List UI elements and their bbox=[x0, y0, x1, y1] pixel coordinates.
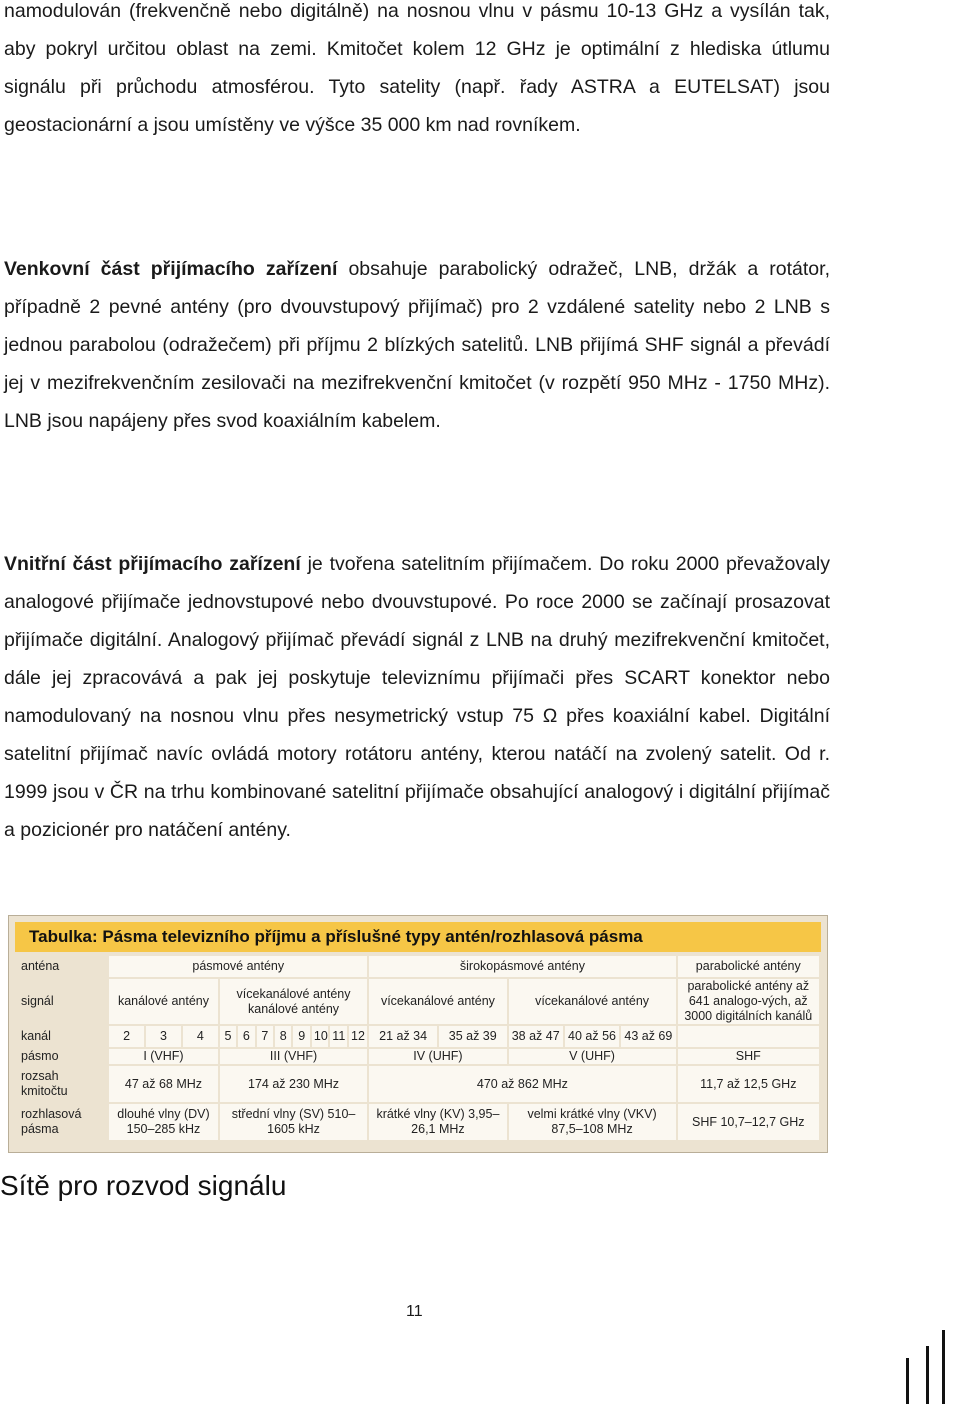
cell-rozsah-shf: 11,7 až 12,5 GHz bbox=[678, 1066, 821, 1102]
cell-k11: 11 bbox=[330, 1026, 348, 1047]
cell-k35: 35 až 39 bbox=[439, 1026, 509, 1047]
paragraph-indoor-unit bbox=[4, 545, 830, 849]
cell-vicekanalove-3: vícekanálové antény bbox=[509, 979, 678, 1024]
cell-pasmo-5: V (UHF) bbox=[509, 1049, 678, 1064]
section-heading: Sítě pro rozvod signálu bbox=[0, 1170, 287, 1201]
cell-k40: 40 až 56 bbox=[565, 1026, 621, 1047]
paragraph-satellite-intro: namodulován (frekvenčně nebo digitálně) na nosnou vlnu v pásmu 10-13 GHz a vysílán tak, aby pokryl určitou oblast na zemi. Kmitočet kolem 12 GHz je optimální z hlediska útlumu signálu při průchodu atmosférou. Tyto satelity (např. řady ASTRA a EUTELSAT) jsou geostacionární a jsou umístěny ve výšce 35 000 km nad rovníkem. bbox=[4, 0, 830, 136]
row-label-kanal: kanál bbox=[21, 1029, 51, 1043]
outdoor-unit-term: Venkovní část přijímacího zařízení bbox=[4, 258, 338, 280]
cell-pasmo-4: IV (UHF) bbox=[369, 1049, 508, 1064]
cell-sirokopasmove: širokopásmové antény bbox=[369, 956, 677, 977]
page-number: 11 bbox=[406, 1303, 423, 1320]
cell-k21: 21 až 34 bbox=[369, 1026, 439, 1047]
table-row bbox=[15, 1026, 821, 1047]
cell-rozhlas-vkv: velmi krátké vlny (VKV) 87,5–108 MHz bbox=[509, 1104, 678, 1140]
table-row bbox=[15, 979, 821, 1024]
cell-pasmo-shf: SHF bbox=[678, 1049, 821, 1064]
table-row bbox=[15, 1049, 821, 1064]
cell-k8: 8 bbox=[275, 1026, 293, 1047]
cell-rozhlas-shf: SHF 10,7–12,7 GHz bbox=[678, 1104, 821, 1140]
cell-k2: 2 bbox=[109, 1026, 146, 1047]
cell-rozsah-1: 47 až 68 MHz bbox=[109, 1066, 220, 1102]
cell-rozsah-45: 470 až 862 MHz bbox=[369, 1066, 677, 1102]
cell-rozhlas-sv: střední vlny (SV) 510–1605 kHz bbox=[220, 1104, 370, 1140]
outdoor-unit-text: obsahuje parabolický odražeč, LNB, držák a rotátor, případně 2 pevné antény (pro dvouvstupový přijímač) pro 2 vzdálené satelity nebo 2 LNB s jednou parabolou (odražečem) při příjmu 2 blízkých satelitů. LNB přijímá SHF signál a převádí jej v mezifrekvenčním zesilovači na mezifrekvenční kmitočet (v rozpětí 950 MHz - 1750 MHz). LNB jsou napájeny přes svod koaxiálním kabelem. bbox=[4, 258, 830, 432]
scan-edge-mark bbox=[942, 1330, 945, 1404]
indoor-unit-term: Vnitřní část přijímacího zařízení bbox=[4, 553, 301, 575]
row-label-signal: signál bbox=[21, 994, 54, 1008]
cell-rozsah-3: 174 až 230 MHz bbox=[220, 1066, 370, 1102]
cell-k4: 4 bbox=[183, 1026, 220, 1047]
cell-kshf bbox=[678, 1026, 821, 1047]
row-label-pasmo: pásmo bbox=[21, 1049, 59, 1063]
cell-k43: 43 až 69 bbox=[621, 1026, 677, 1047]
cell-parabolicke: parabolické antény bbox=[678, 956, 821, 977]
cell-k12: 12 bbox=[349, 1026, 370, 1047]
row-label-rozsah: rozsah kmitočtu bbox=[21, 1069, 68, 1098]
cell-k38: 38 až 47 bbox=[509, 1026, 565, 1047]
cell-pasmove: pásmové antény bbox=[109, 956, 369, 977]
row-label-rozhlas: rozhlasová pásma bbox=[21, 1107, 82, 1136]
cell-k9: 9 bbox=[293, 1026, 311, 1047]
table-row bbox=[15, 1104, 821, 1140]
scan-edge-mark bbox=[906, 1358, 909, 1404]
cell-k10: 10 bbox=[312, 1026, 330, 1047]
band-table bbox=[15, 954, 821, 1142]
row-label-antena: anténa bbox=[21, 959, 60, 973]
scan-edge-mark bbox=[926, 1346, 929, 1404]
cell-k6: 6 bbox=[238, 1026, 256, 1047]
cell-kanalove: kanálové antény bbox=[109, 979, 220, 1024]
table-row bbox=[15, 956, 821, 977]
cell-parab-signal: parabolické antény až 641 analogo-vých, až 3000 digitálních kanálů bbox=[678, 979, 821, 1024]
cell-pasmo-1: I (VHF) bbox=[109, 1049, 220, 1064]
cell-rozhlas-kv: krátké vlny (KV) 3,95–26,1 MHz bbox=[369, 1104, 508, 1140]
cell-vicekanalove-1: vícekanálové antény kanálové antény bbox=[220, 979, 370, 1024]
cell-vicekanalove-2: vícekanálové antény bbox=[369, 979, 508, 1024]
table-row bbox=[15, 1066, 821, 1102]
cell-rozhlas-dv: dlouhé vlny (DV) 150–285 kHz bbox=[109, 1104, 220, 1140]
band-table-image bbox=[8, 915, 828, 1153]
cell-k5: 5 bbox=[220, 1026, 238, 1047]
cell-k3: 3 bbox=[146, 1026, 183, 1047]
cell-k7: 7 bbox=[257, 1026, 275, 1047]
paragraph-outdoor-unit bbox=[4, 250, 830, 440]
band-table-title: Tabulka: Pásma televizního příjmu a příslušné typy antén/rozhlasová pásma bbox=[15, 922, 821, 952]
cell-pasmo-3: III (VHF) bbox=[220, 1049, 370, 1064]
indoor-unit-text: je tvořena satelitním přijímačem. Do roku 2000 převažovaly analogové přijímače jednovstupové nebo dvouvstupové. Po roce 2000 se začínají prosazovat přijímače digitální. Analogový přijímač převádí signál z LNB na druhý mezifrekvenční kmitočet, dále jej zpracovává a pak jej poskytuje televiznímu přijímači přes SCART konektor nebo namodulovaný na nosnou vlnu přes nesymetrický vstup 75 Ω přes koaxiální kabel. Digitální satelitní přijímač navíc ovládá motory rotátoru antény, kterou natáčí na zvolený satelit. Od r. 1999 jsou v ČR na trhu kombinované satelitní přijímače obsahující analogový i digitální přijímač a pozicionér pro natáčení antény. bbox=[4, 553, 830, 841]
